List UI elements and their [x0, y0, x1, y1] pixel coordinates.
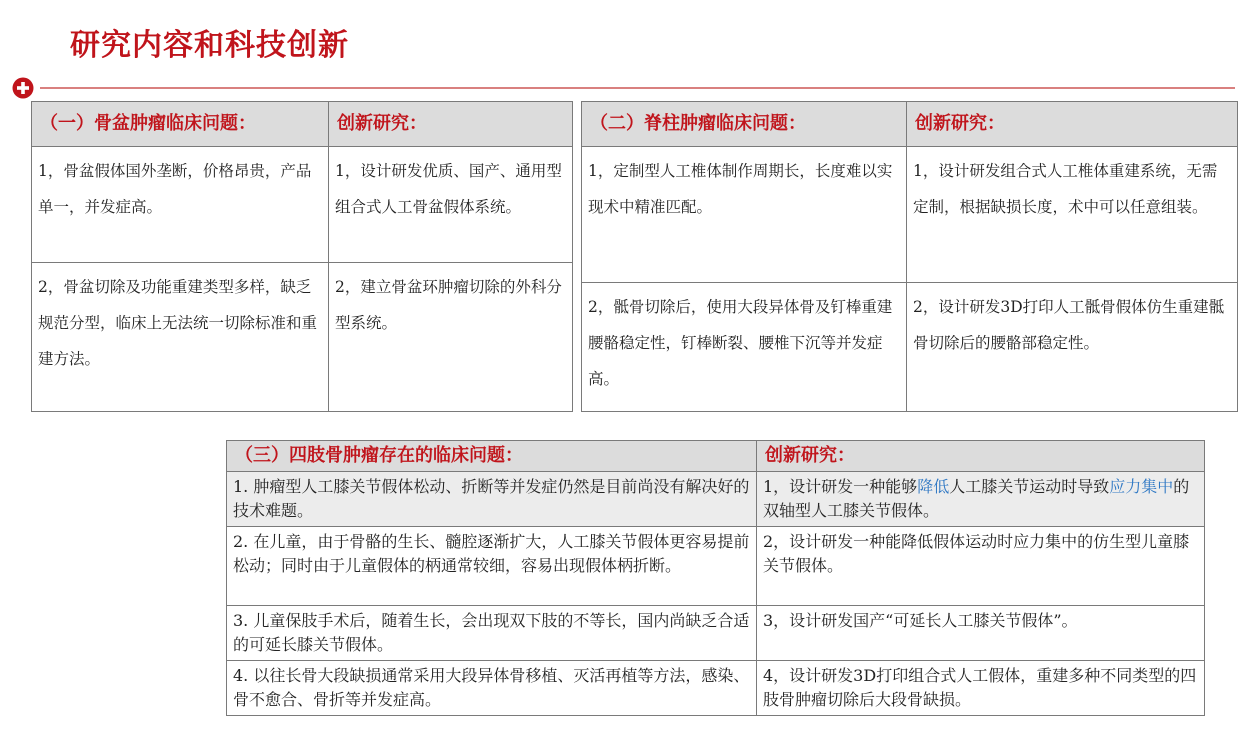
- page-title: 研究内容和科技创新: [70, 28, 349, 63]
- table-row: [227, 606, 1205, 661]
- limb-problem-4: 4. 以往长骨大段缺损通常采用大段异体骨移植、灭活再植等方法，感染、骨不愈合、骨折等并发症高。: [227, 661, 757, 716]
- limb-innovation-header: 创新研究：: [757, 441, 1205, 472]
- title-divider: [40, 87, 1235, 89]
- limb-innovation-1-highlight-a: 降低: [917, 477, 950, 496]
- pelvis-innovation-2: 2，建立骨盆环肿瘤切除的外科分型系统。: [329, 263, 573, 412]
- pelvis-problem-1: 1，骨盆假体国外垄断，价格昂贵，产品单一，并发症高。: [32, 147, 329, 263]
- spine-innovation-1: 1，设计研发组合式人工椎体重建系统，无需定制，根据缺损长度，术中可以任意组装。: [907, 147, 1238, 283]
- table-row: [227, 527, 1205, 606]
- limb-problem-header: （三）四肢骨肿瘤存在的临床问题：: [227, 441, 757, 472]
- table-row: [227, 661, 1205, 716]
- pelvis-table: [31, 101, 573, 412]
- limb-innovation-2: 2，设计研发一种能降低假体运动时应力集中的仿生型儿童膝关节假体。: [757, 527, 1205, 606]
- limb-innovation-1-text-a: 1，设计研发一种能够: [763, 477, 918, 496]
- limb-innovation-1-text-b: 人工膝关节运动时导致: [949, 477, 1110, 496]
- limb-problem-1: 1. 肿瘤型人工膝关节假体松动、折断等并发症仍然是目前尚没有解决好的技术难题。: [227, 472, 757, 527]
- limb-table: [226, 440, 1205, 716]
- spine-problem-1: 1，定制型人工椎体制作周期长，长度难以实现术中精准匹配。: [582, 147, 907, 283]
- spine-problem-header: （二）脊柱肿瘤临床问题：: [582, 102, 907, 147]
- limb-innovation-1: [757, 472, 1205, 527]
- table-row: [32, 147, 573, 263]
- table-row: [582, 147, 1238, 283]
- table-row: [582, 283, 1238, 412]
- spine-problem-2: 2，骶骨切除后，使用大段异体骨及钉棒重建腰骼稳定性，钉棒断裂、腰椎下沉等并发症高。: [582, 283, 907, 412]
- limb-innovation-4: 4，设计研发3D打印组合式人工假体，重建多种不同类型的四肢骨肿瘤切除后大段骨缺损。: [757, 661, 1205, 716]
- spine-table: [581, 101, 1238, 412]
- table-row: [32, 263, 573, 412]
- table-header-row: [227, 441, 1205, 472]
- limb-innovation-1-text-c: 的双轴型人工膝关节假体。: [763, 477, 1190, 520]
- pelvis-innovation-header: 创新研究：: [329, 102, 573, 147]
- table-row: [227, 472, 1205, 527]
- spine-innovation-header: 创新研究：: [907, 102, 1238, 147]
- table-header-row: [582, 102, 1238, 147]
- plus-circle-icon: [12, 77, 34, 99]
- limb-innovation-1-highlight-b: 应力集中: [1109, 477, 1174, 496]
- pelvis-problem-2: 2，骨盆切除及功能重建类型多样，缺乏规范分型，临床上无法统一切除标准和重建方法。: [32, 263, 329, 412]
- limb-problem-3: 3. 儿童保肢手术后，随着生长，会出现双下肢的不等长，国内尚缺乏合适的可延长膝关节假体。: [227, 606, 757, 661]
- spine-innovation-2: 2，设计研发3D打印人工骶骨假体仿生重建骶骨切除后的腰骼部稳定性。: [907, 283, 1238, 412]
- pelvis-innovation-1: 1，设计研发优质、国产、通用型组合式人工骨盆假体系统。: [329, 147, 573, 263]
- limb-innovation-3: 3，设计研发国产“可延长人工膝关节假体”。: [757, 606, 1205, 661]
- pelvis-problem-header: （一）骨盆肿瘤临床问题：: [32, 102, 329, 147]
- table-header-row: [32, 102, 573, 147]
- limb-problem-2: 2. 在儿童，由于骨骼的生长、髓腔逐渐扩大，人工膝关节假体更容易提前松动；同时由于儿童假体的柄通常较细，容易出现假体柄折断。: [227, 527, 757, 606]
